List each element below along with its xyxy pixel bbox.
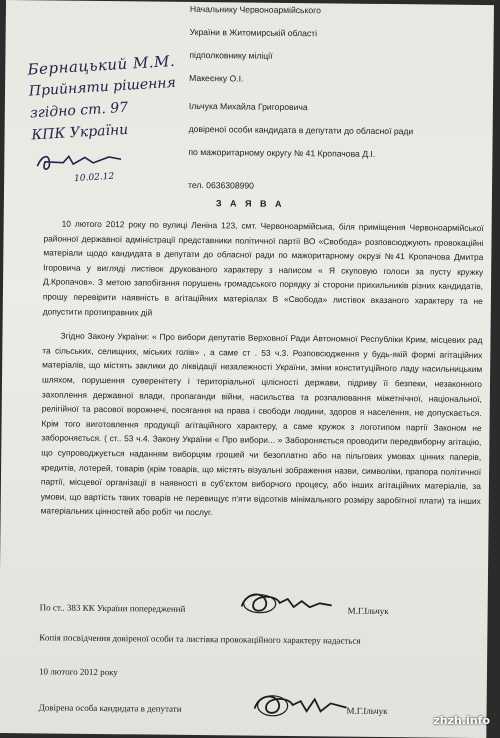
header-line-2: України в Житомирській області — [190, 27, 490, 41]
document-footer — [39, 600, 480, 719]
footer-name-1: М.Г.Ільчук — [348, 604, 389, 618]
footer-trustee-line — [39, 700, 479, 719]
header-line-1: Начальнику Червоноармійського — [190, 4, 490, 18]
document-body — [41, 216, 484, 526]
header-line-4: Макеєнку О.І. — [189, 73, 489, 87]
document-title: З А Я В А — [216, 198, 285, 209]
header-line-6: довіреної особи кандидата в депутати до обласної ради — [189, 124, 489, 138]
paragraph-2: Згідно Закону України: « Про вибори депутатів Верховної Ради Автономної Республіки Крим, місцевих рад та сільських, селищних, міських голів» , а саме ст . 53 ч.3. Розповсюдження у будь-якій формі агітаційних матеріалів, що містять заклики до ліквідації незалежності України, зміни конституційного ладу насильницьким шляхом, порушення суверенітету і територіальної цілісності держави, підриву її безпеки, незаконного захоплення державної влади, пропаганди війни, насильства та розпалювання міжетнічної, національної, релігійної та расової ворожнечі, посягання на права і свободи людини, здоров я населення, не допускається. Крім того виготовлення продукції агітаційного характеру, а саме кружок з логотипом партії Законом не забороняється. ( ст.. 53 ч.4. Закону України « Про вибори... » Забороняється проводити передвиборну агітацію, що супроводжується наданням виборцям грошей чи безоплатно або на пільгових умовах цінних паперів, кредитів, лотерей, товарів (крім товарів, що містять візуальні зображення назви, символіки, прапора політичної партії, місцевої організації в наявності в суб'єктом виборчого процесу, або інших агітаційних матеріалів, за умови, що вартість таких товарів не перевищує п'яти відсотків мінімального розміру заробітної плати) та інших матеріальних цінностей або робіт чи послуг. — [41, 329, 483, 523]
header-line-5: Ільчука Михайла Григоровича — [189, 101, 489, 115]
paragraph-1: 10 лютого 2012 року по вулиці Леніна 123, смт. Червоноармійська, біля приміщення Червоноармійської районної державної адміністрації представники політичної партії ВО «Свобода» розповсюджують провокаційні матеріали щодо кандидата в депутати до обласної ради по мажоритарному окрузі №41 Кропачова Дмитра Ігоровича у вигляді листівок друкованого характеру з написом « Я скуповую голоси за пусту кружку Д.Кропачов». З метою запобігання порушень громадського порядку зі сторони прихильників різних кандидатів, прошу перевірити наявність в агітаційних матеріалах В «Свобода» листівок вказаного характеру та не допустити протиправних дій — [43, 216, 484, 323]
handwritten-note-3: КПК України — [31, 114, 212, 147]
handwritten-note-1: Прийняти рішення — [28, 70, 209, 103]
signature-1-icon — [236, 588, 336, 619]
footer-warning-line — [39, 600, 479, 627]
handwritten-note-2: згідно ст. 97 — [30, 92, 211, 125]
addressee-block — [188, 4, 490, 194]
header-line-8-phone: тел. 0636308990 — [188, 180, 488, 194]
handwritten-date: 10.02.12 — [74, 160, 215, 190]
handwritten-name: Бернацький М.М. — [27, 48, 208, 81]
header-line-3: підполковнику міліції — [189, 50, 489, 64]
footer-warning-text: По ст.. 383 КК України попереджений — [40, 602, 186, 614]
header-line-7: по мажоритарному округу № 41 Кропачова Д.І. — [188, 147, 488, 161]
footer-name-2: М.Г.Ільчук — [347, 704, 388, 718]
site-watermark: zhzh.info — [433, 714, 490, 727]
footer-date-line: 10 лютого 2012 року — [39, 664, 479, 683]
footer-copy-line: Копія посвідчення довіреної особи та листівка провокаційного характеру надається — [39, 630, 479, 649]
handwritten-resolution — [27, 48, 215, 192]
footer-trustee-text: Довірена особа кандидата в депутати — [39, 702, 182, 713]
signature-2-icon — [250, 689, 350, 722]
